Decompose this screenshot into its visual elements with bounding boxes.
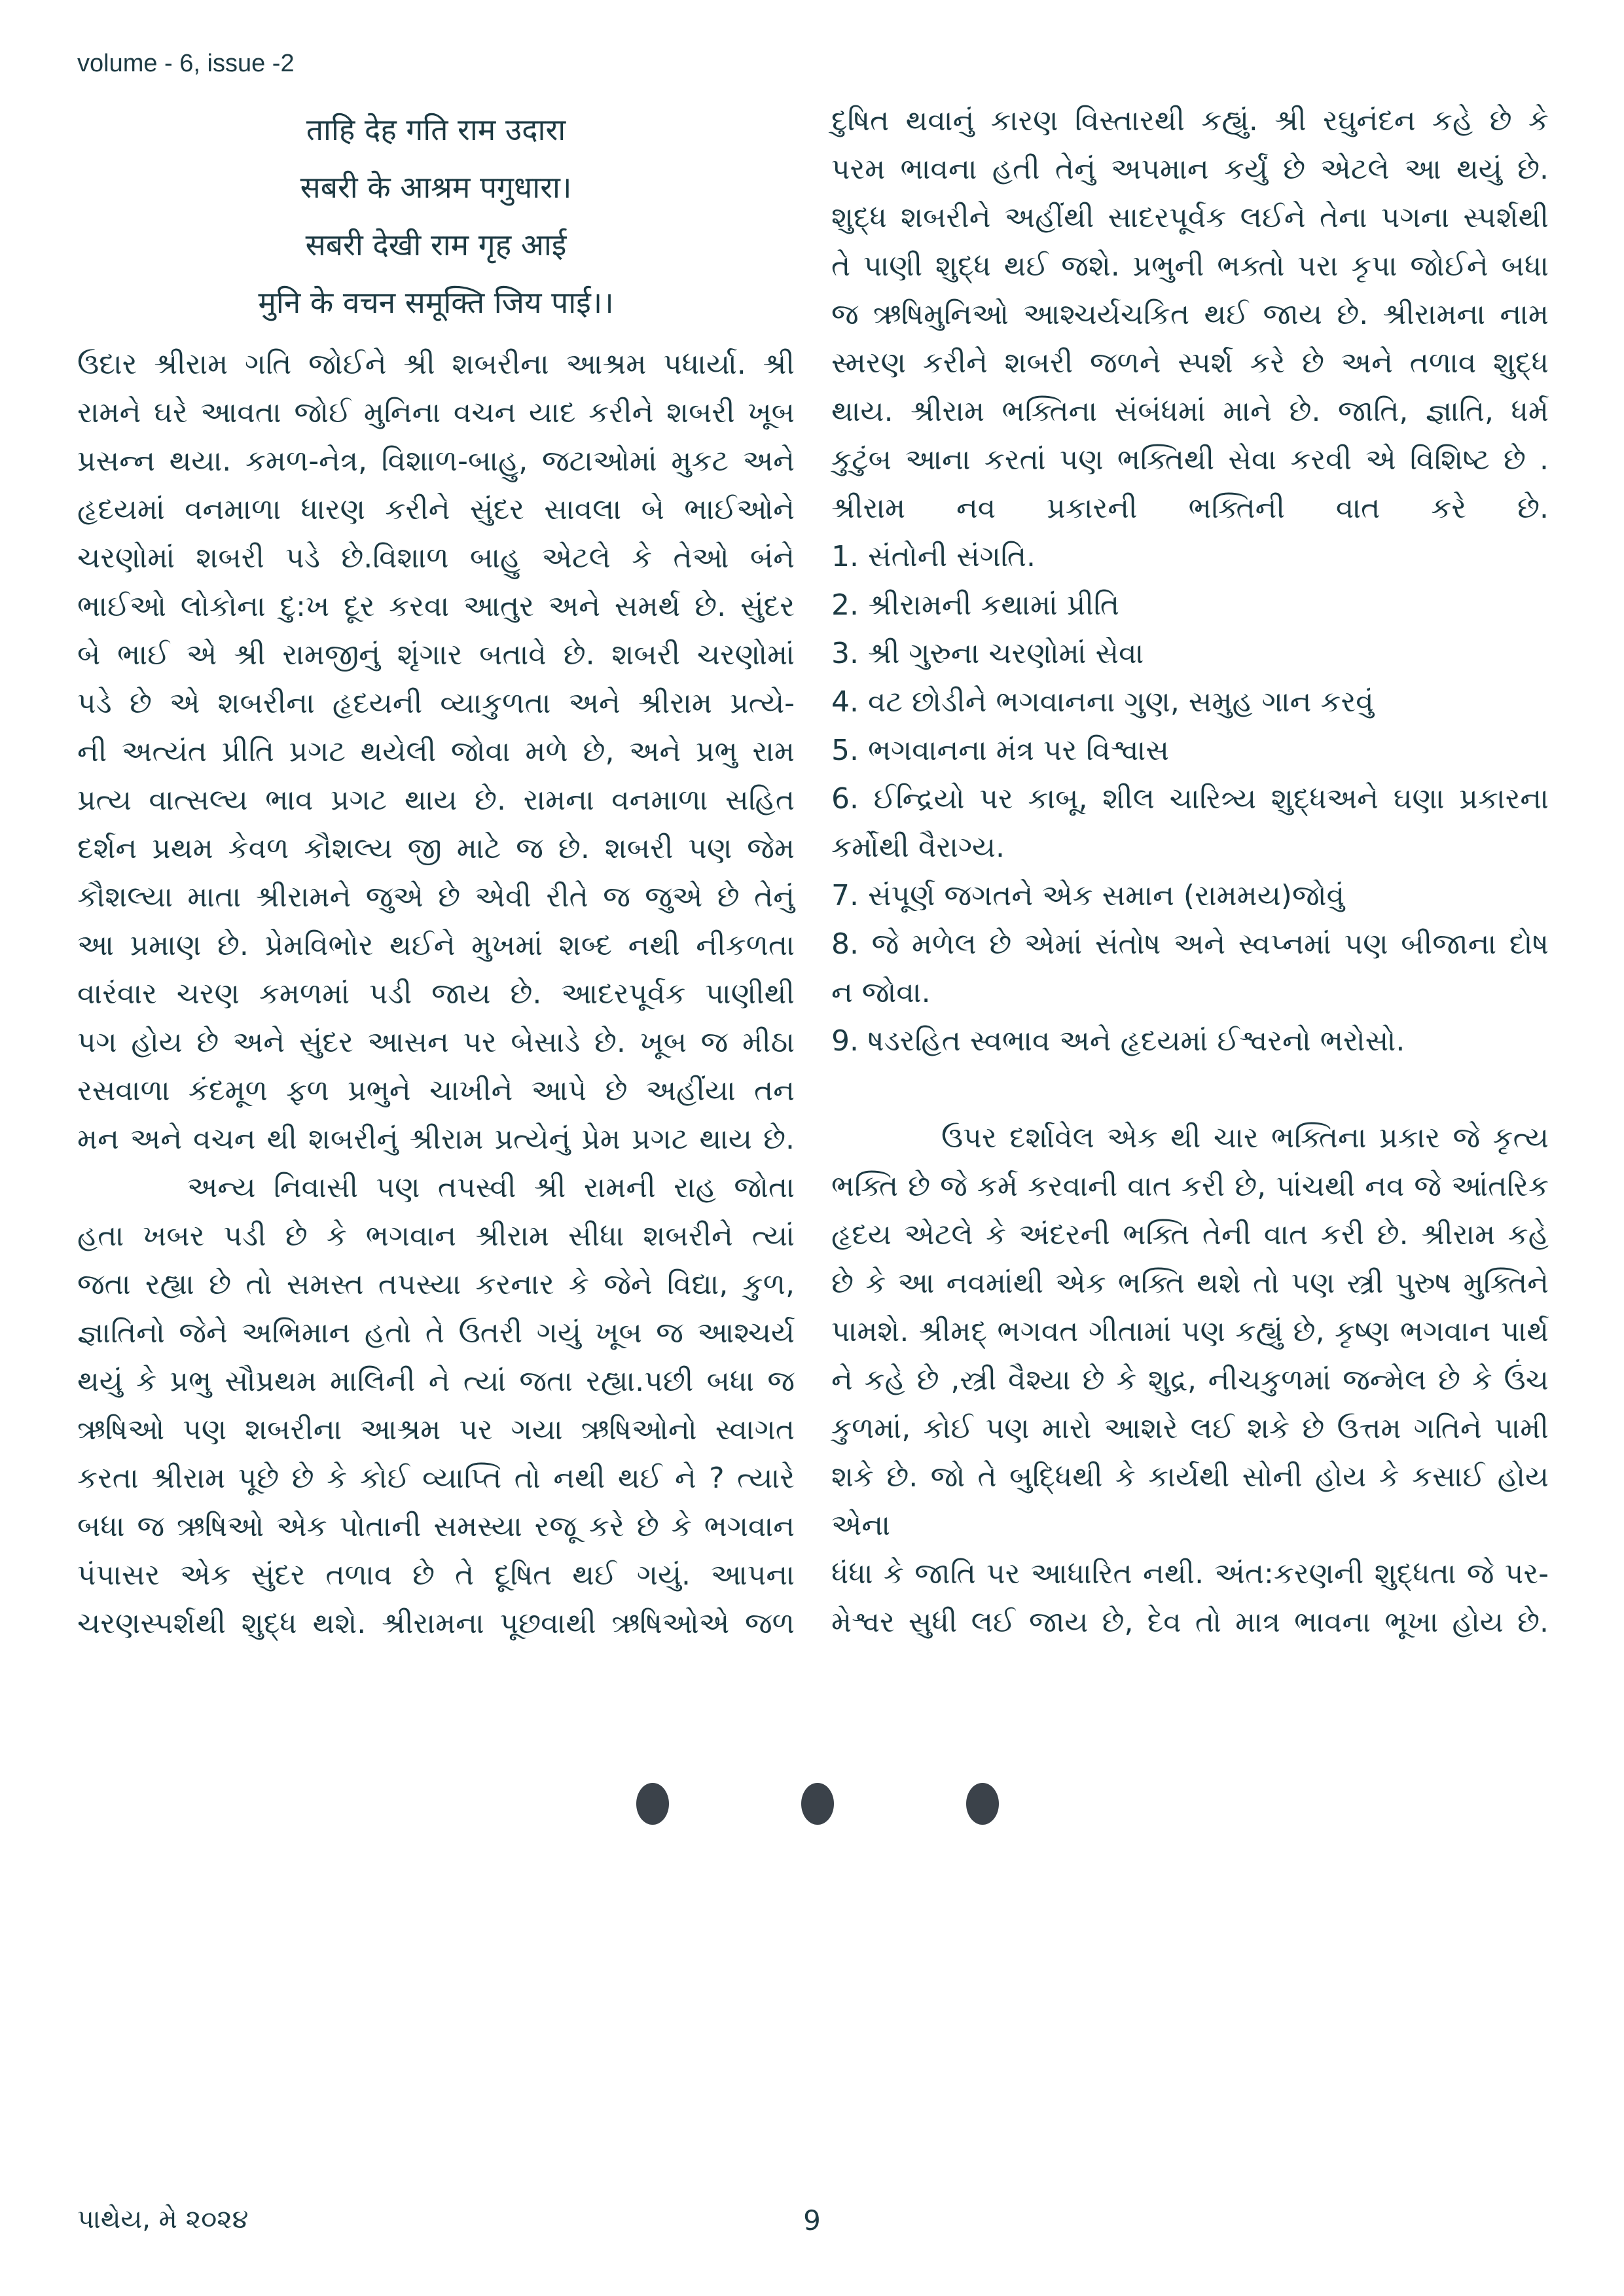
left-column	[77, 97, 795, 1648]
text-line: કુળમાં, કોઈ પણ મારો આશરે લઈ શકે છે ઉત્તમ ગતિને પામી	[831, 1412, 1549, 1445]
text-line: હૃદય એટલે કે અંદરની ભક્તિ તેની વાત કરી છે. શ્રીરામ કહે	[831, 1218, 1549, 1251]
text-line: જ્ઞાતિનો જેને અભિમાન હતો તે ઉતરી ગયું ખૂબ જ આશ્ચર્ય	[77, 1316, 795, 1350]
text-line: રામને ઘરે આવતા જોઈ મુનિના વચન યાદ કરીને શબરી ખૂબ	[77, 396, 795, 429]
text-line: અન્ય નિવાસી પણ તપસ્વી શ્રી રામની રાહ જોતા	[187, 1171, 795, 1204]
text-line: શુદ્ધ શબરીને અહીંથી સાદરપૂર્વક લઈને તેના પગના સ્પર્શથી	[831, 201, 1549, 234]
text-line: ઉદાર શ્રીરામ ગતિ જોઈને શ્રી શબરીના આશ્રમ પધાર્યા. શ્રી	[77, 348, 795, 381]
text-line: જતા રહ્યા છે તો સમસ્ત તપસ્યા કરનાર કે જેને વિદ્યા, કુળ,	[77, 1268, 795, 1301]
text-line: પ્રસન્ન થયા. કમળ-નેત્ર, વિશાળ-બાહુ, જટાઓમાં મુકટ અને	[77, 444, 795, 478]
text-line: પામશે. શ્રીમદ્ ભગવત ગીતામાં પણ કહ્યું છે, કૃષ્ણ ભગવાન પાર્થ	[831, 1315, 1549, 1348]
text-line: ઉપર દર્શાવેલ એક થી ચાર ભક્તિના પ્રકાર જે કૃત્ય	[941, 1121, 1549, 1155]
text-line: 6. ઈન્દ્રિયો પર કાબૂ, શીલ ચારિત્ર્ય શુદ્ધઅને ઘણા પ્રકારના	[831, 782, 1549, 816]
right-column-text	[831, 97, 1549, 1647]
text-line: સ્મરણ કરીને શબરી જળને સ્પર્શ કરે છે અને તળાવ શુદ્ધ	[831, 346, 1549, 380]
text-line: હૃદયમાં વનમાળા ધારણ કરીને સુંદર સાવલા બે ભાઈઓને	[77, 493, 795, 526]
text-line: પગ હોય છે અને સુંદર આસન પર બેસાડે છે. ખૂબ જ મીઠા	[77, 1026, 795, 1059]
text-line: રસવાળા કંદમૂળ ફળ પ્રભુને ચાખીને આપે છે અહીંયા તન	[77, 1074, 795, 1107]
text-line: કર્મોથી વૈરાગ્ય.	[831, 831, 1005, 864]
text-line: ન જોવા.	[831, 976, 931, 1009]
blank-line	[831, 1066, 1549, 1114]
text-line: 4. વટ છોડીને ભગવાનના ગુણ, સમુહ ગાન કરવું	[831, 685, 1374, 719]
text-line: શ્રીરામ નવ પ્રકારની ભક્તિની વાત કરે છે.	[831, 492, 1549, 525]
text-line: सबरी के आश्रम पगुधारा।	[300, 170, 572, 205]
text-line: પડે છે એ શબરીના હૃદયની વ્યાકુળતા અને શ્રીરામ પ્રત્યે-	[77, 687, 795, 720]
left-column-text	[77, 340, 795, 1648]
hindi-verse	[77, 101, 795, 331]
two-column-body	[77, 97, 1549, 1648]
text-line: તે પાણી શુદ્ધ થઈ જશે. પ્રભુની ભક્તો પરા કૃપા જોઈને બધા	[831, 249, 1549, 283]
text-line: 9. ષડરહિત સ્વભાવ અને હૃદયમાં ઈશ્વરનો ભરોસો.	[831, 1024, 1405, 1058]
text-line: હતા ખબર પડી છે કે ભગવાન શ્રીરામ સીધા શબરીને ત્યાં	[77, 1219, 795, 1253]
text-line: ચરણસ્પર્શથી શુદ્ધ થશે. શ્રીરામના પૂછવાથી ઋષિઓએ જળ	[77, 1607, 795, 1640]
text-line: 5. ભગવાનના મંત્ર પર વિશ્વાસ	[831, 734, 1169, 767]
text-line: પ્રત્ય વાત્સલ્ય ભાવ પ્રગટ થાય છે. રામના વનમાળા સહિત	[77, 783, 795, 817]
text-line: દુષિત થવાનું કારણ વિસ્તારથી કહ્યું. શ્રી રઘુનંદન કહે છે કે	[831, 104, 1549, 137]
text-line: મન અને વચન થી શબરીનું શ્રીરામ પ્રત્યેનું પ્રેમ પ્રગટ થાય છે.	[77, 1122, 795, 1156]
text-line: વારંવાર ચરણ કમળમાં પડી જાય છે. આદરપૂર્વક પાણીથી	[77, 977, 795, 1011]
text-line: ભક્તિ છે જે કર્મ કરવાની વાત કરી છે, પાંચથી નવ જે આંતરિક	[831, 1170, 1549, 1203]
separator-dot	[636, 1783, 669, 1825]
text-line: ની અત્યંત પ્રીતિ પ્રગટ થયેલી જોવા મળે છે, અને પ્રભુ રામ	[77, 735, 795, 768]
text-line: मुनि के वचन समूक्ति जिय पाई।।	[258, 285, 614, 320]
text-line: ચરણોમાં શબરી પડે છે.વિશાળ બાહુ એટલે કે તેઓ બંને	[77, 541, 795, 575]
text-line: પંપાસર એક સુંદર તળાવ છે તે દૂષિત થઈ ગયું. આપના	[77, 1558, 795, 1592]
text-line: મેશ્વર સુધી લઈ જાય છે, દેવ તો માત્ર ભાવના ભૂખા હોય છે.	[831, 1605, 1549, 1639]
text-line: શકે છે. જો તે બુદ્ધિથી કે કાર્યથી સોની હોય કે કસાઈ હોય એના	[831, 1460, 1549, 1542]
text-line: છે કે આ નવમાંથી એક ભક્તિ થશે તો પણ સ્ત્રી પુરુષ મુક્તિને	[831, 1266, 1549, 1300]
separator-dot	[966, 1783, 999, 1825]
text-line: ને કહે છે ,સ્ત્રી વૈશ્યા છે કે શુદ્ર, નીચકુળમાં જન્મેલ છે કે ઉંચ	[831, 1363, 1549, 1397]
text-line: કરતા શ્રીરામ પૂછે છે કે કોઈ વ્યાપ્તિ તો નથી થઈ ને ? ત્યારે	[77, 1462, 795, 1495]
text-line: 7. સંપૂર્ણ જગતને એક સમાન (રામમય)જોવું	[831, 879, 1344, 912]
footer-issue-name: પાથેય, મે ૨૦૨૪	[77, 2204, 249, 2234]
text-line: 8. જે મળેલ છે એમાં સંતોષ અને સ્વપ્નમાં પણ બીજાના દોષ	[831, 927, 1549, 961]
text-line: પરમ ભાવના હતી તેનું અપમાન કર્યું છે એટલે આ થયું છે.	[831, 152, 1549, 186]
text-line: કૌશલ્યા માતા શ્રીરામને જુએ છે એવી રીતે જ જુએ છે તેનું	[77, 880, 795, 914]
page-number: 9	[803, 2204, 821, 2236]
text-line: દર્શન પ્રથમ કેવળ કૌશલ્ય જી માટે જ છે. શબરી પણ જેમ	[77, 832, 795, 865]
text-line: થાય. શ્રીરામ ભક્તિના સંબંધમાં માને છે. જાતિ, જ્ઞાતિ, ધર્મ	[831, 395, 1549, 428]
section-separator-dots	[636, 1783, 999, 1825]
separator-dot	[801, 1783, 834, 1825]
right-column	[831, 97, 1549, 1648]
text-line: કુટુંબ આના કરતાં પણ ભક્તિથી સેવા કરવી એ વિશિષ્ટ છે .	[831, 443, 1549, 476]
text-line: જ ઋષિમુનિઓ આશ્ચર્યચકિત થઈ જાય છે. શ્રીરામના નામ	[831, 298, 1549, 331]
text-line: ताहि देह गति राम उदारा	[306, 112, 566, 147]
text-line: 2. શ્રીરામની કથામાં પ્રીતિ	[831, 588, 1120, 622]
text-line: બે ભાઈ એ શ્રી રામજીનું શૃંગાર બતાવે છે. શબરી ચરણોમાં	[77, 638, 795, 672]
text-line: 3. શ્રી ગુરુના ચરણોમાં સેવા	[831, 637, 1144, 670]
text-line: ભાઈઓ લોકોના દુ:ખ દૂર કરવા આતુર અને સમર્થ છે. સુંદર	[77, 590, 795, 623]
text-line: બધા જ ઋષિઓ એક પોતાની સમસ્યા રજૂ કરે છે કે ભગવાન	[77, 1510, 795, 1543]
volume-issue-label: volume - 6, issue -2	[77, 50, 295, 77]
text-line: सबरी देखी राम गृह आई	[305, 227, 567, 262]
text-line: આ પ્રમાણ છે. પ્રેમવિભોર થઈને મુખમાં શબ્દ નથી નીકળતા	[77, 929, 795, 962]
text-line: ધંધા કે જાતિ પર આધારિત નથી. અંત:કરણની શુદ્ધતા જે પર-	[831, 1557, 1549, 1590]
text-line: થયું કે પ્રભુ સૌપ્રથમ માલિની ને ત્યાં જતા રહ્યા.પછી બધા જ	[77, 1365, 795, 1398]
text-line: 1. સંતોની સંગતિ.	[831, 540, 1036, 573]
text-line: ઋષિઓ પણ શબરીના આશ્રમ પર ગયા ઋષિઓનો સ્વાગત	[77, 1413, 795, 1446]
